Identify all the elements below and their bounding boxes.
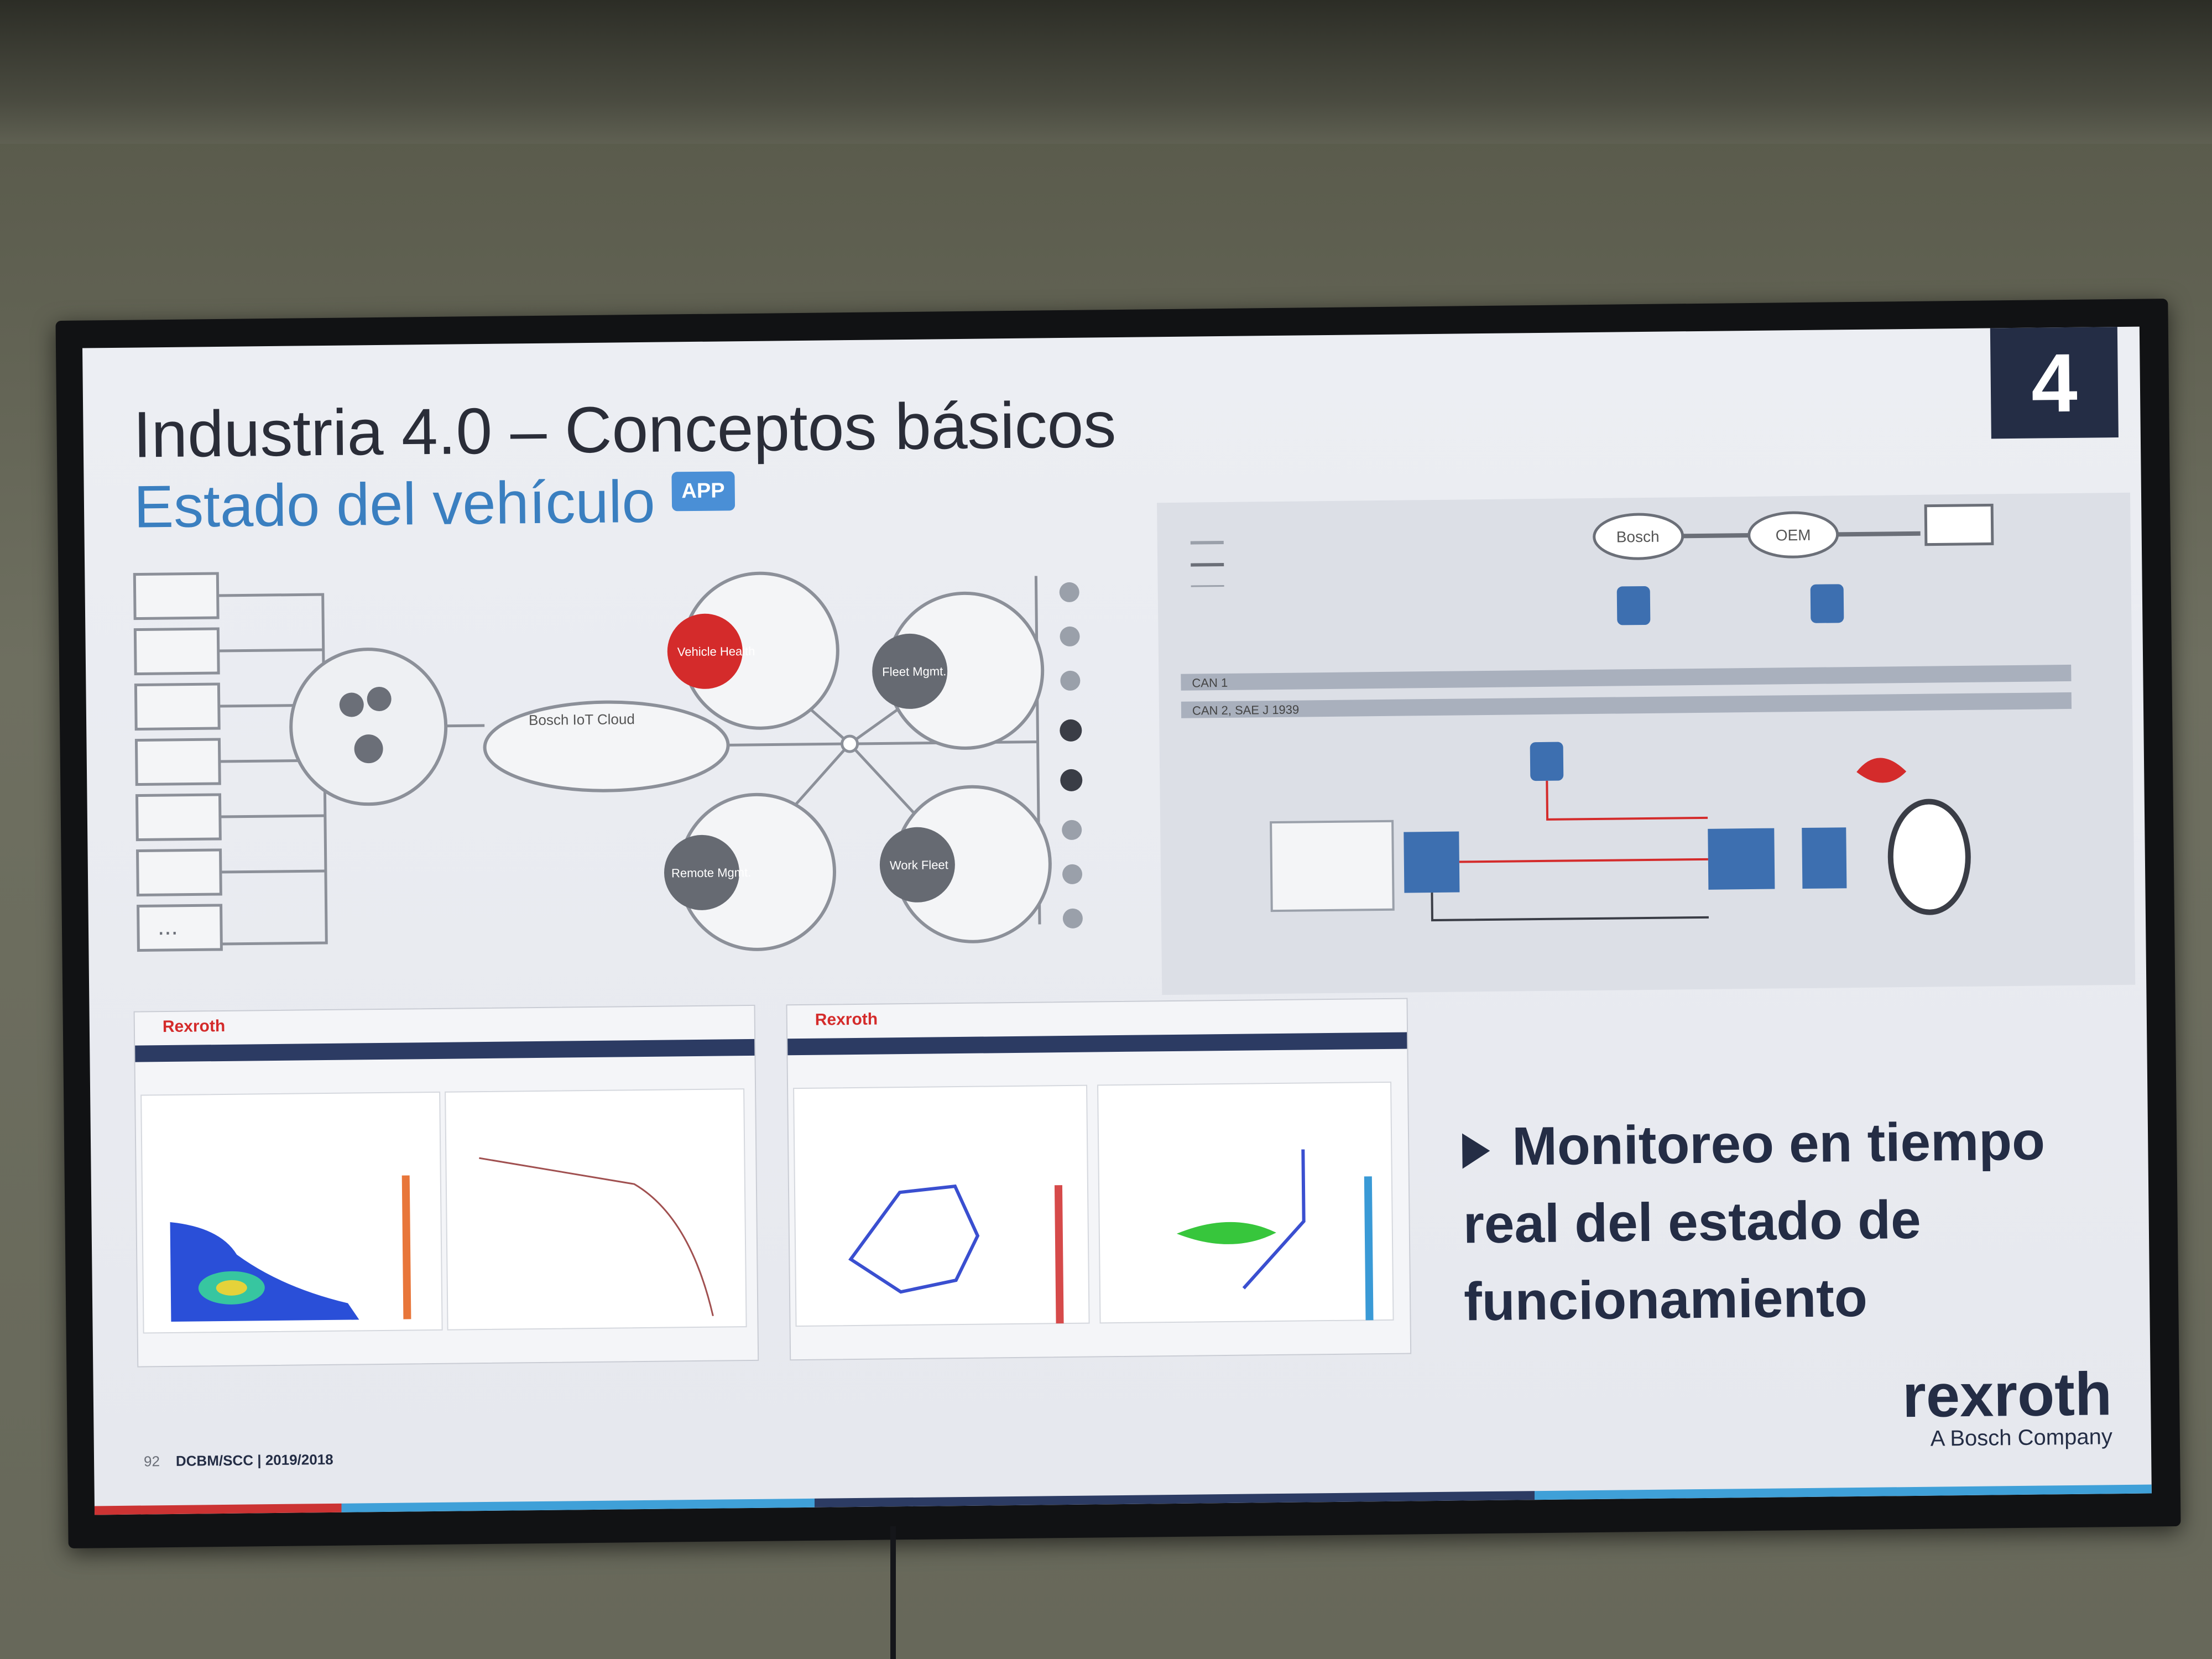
vehicle-architecture-svg xyxy=(1157,493,2135,995)
dashboard-screenshots xyxy=(134,998,1410,1371)
slide-title: Industria 4.0 – Conceptos básicos xyxy=(132,388,1117,472)
bullet-triangle-icon xyxy=(1462,1133,1490,1169)
rexroth-logo-small: Rexroth xyxy=(815,1010,878,1029)
can-label-1: CAN 1 xyxy=(1192,675,1228,690)
wheel xyxy=(1890,801,1969,912)
brand-name: rexroth xyxy=(1902,1360,2112,1431)
connectivity-diagram xyxy=(129,553,1128,962)
doc-code: DCBM/SCC | 2019/2018 xyxy=(175,1451,333,1469)
power-cable xyxy=(890,1526,896,1659)
slide-footer xyxy=(144,1451,333,1470)
vehicle-ecu xyxy=(1617,586,1651,625)
motor xyxy=(1708,828,1775,890)
subtitle-text: Estado del vehículo xyxy=(133,467,656,540)
cloud-oem: OEM xyxy=(1775,526,1811,544)
engine-block xyxy=(1271,821,1394,911)
machine-box xyxy=(138,905,222,951)
pump xyxy=(1404,832,1459,893)
rexroth-brand xyxy=(1902,1360,2113,1452)
machine-box xyxy=(135,684,219,729)
gateway-ecu xyxy=(1811,584,1844,623)
device-hub xyxy=(290,649,447,805)
page-badge: 4 xyxy=(1990,327,2119,439)
legend-item xyxy=(1191,541,1224,545)
machine-box xyxy=(136,739,220,785)
cloud-label: Bosch IoT Cloud xyxy=(528,711,635,729)
can-bus-2 xyxy=(1181,692,2072,718)
dashboard-screenshot-2 xyxy=(786,998,1411,1361)
dashboard-screenshot-1 xyxy=(134,1005,759,1368)
hub-fleet-label: Fleet Mgmt. xyxy=(882,664,947,679)
color-scale xyxy=(402,1175,411,1319)
can-label-2: CAN 2, SAE J 1939 xyxy=(1192,702,1300,718)
vehicle-architecture-diagram xyxy=(1157,493,2135,995)
machine-box xyxy=(137,795,220,840)
legend-item xyxy=(1191,585,1224,587)
hydraulics-ecu xyxy=(1530,742,1564,781)
page-number: 92 xyxy=(143,1453,160,1470)
monitor-icon xyxy=(1926,505,1992,544)
rexroth-logo-small: Rexroth xyxy=(162,1016,226,1036)
legend-item xyxy=(1191,563,1224,567)
ceiling xyxy=(0,0,2212,144)
key-message xyxy=(1462,1101,2128,1340)
hub-remote-label: Remote Mgmt. xyxy=(671,865,752,880)
bullet-text: Monitoreo en tiempo real del estado de funcionamiento xyxy=(1463,1110,2046,1332)
presentation-slide xyxy=(82,327,2152,1515)
tv-monitor xyxy=(55,299,2180,1548)
hub-vehicle-health-label: Vehicle Health xyxy=(677,644,755,659)
cloud-bosch: Bosch xyxy=(1616,528,1660,546)
gear xyxy=(1802,827,1846,889)
engine-sensor xyxy=(1856,758,1906,783)
app-badge: APP xyxy=(671,471,735,511)
brand-tagline: A Bosch Company xyxy=(1930,1425,2113,1451)
more-ellipsis: ... xyxy=(157,912,178,941)
slide-subtitle xyxy=(133,466,735,541)
machine-box xyxy=(135,629,218,674)
connectivity-diagram-svg xyxy=(129,553,1128,962)
machine-box xyxy=(134,573,218,619)
hub-work-fleet-label: Work Fleet xyxy=(889,858,948,873)
machine-box xyxy=(138,850,221,895)
bottom-stripe xyxy=(95,1484,2152,1515)
can-bus-1 xyxy=(1181,665,2071,691)
